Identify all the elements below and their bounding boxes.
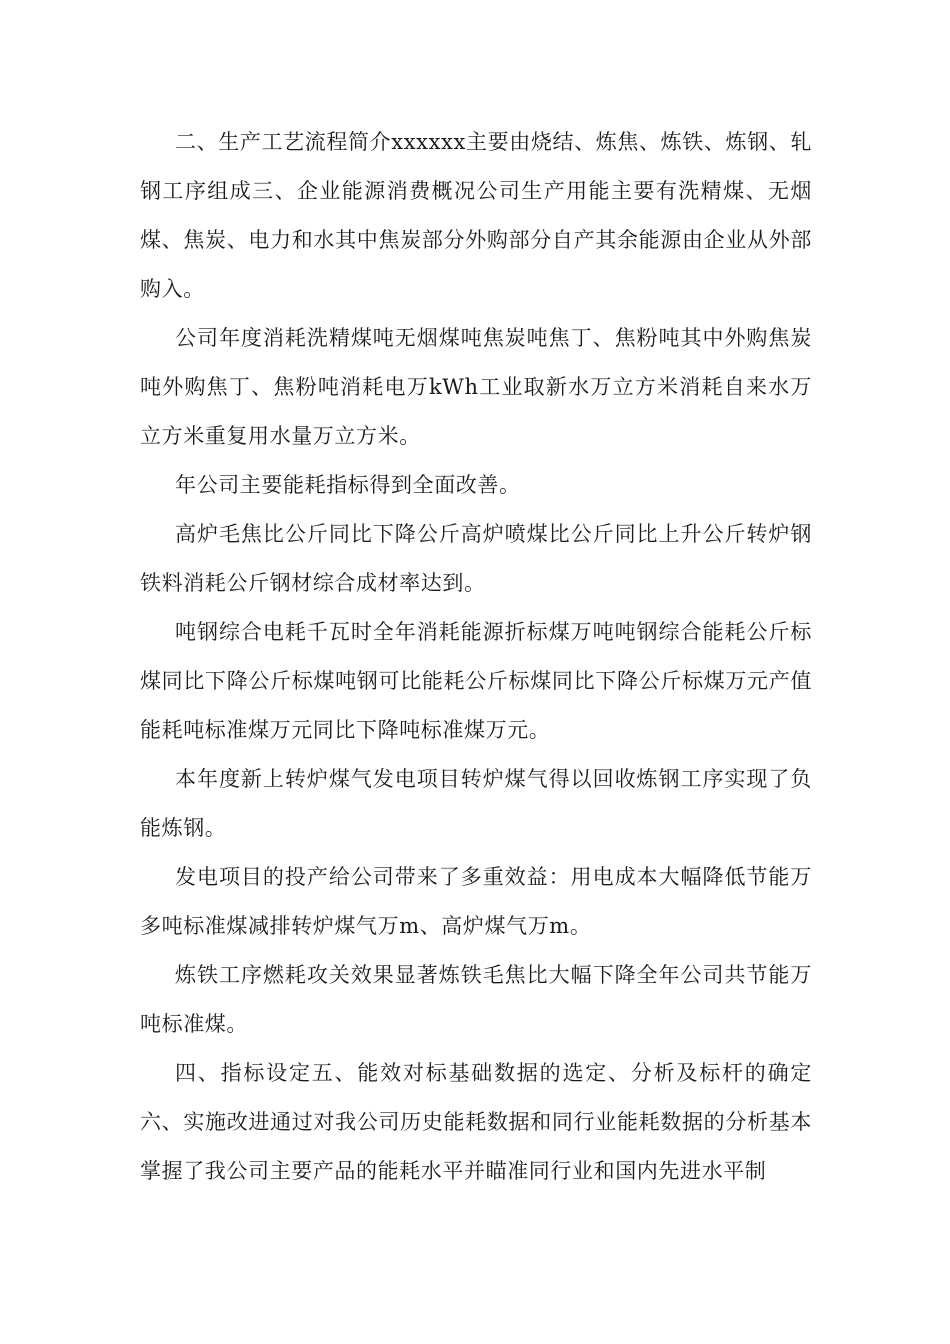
paragraph-ironmaking: 炼铁工序燃耗攻关效果显著炼铁毛焦比大幅下降全年公司共节能万吨标准煤。 (140, 963, 812, 1036)
paragraph-gas-power-project: 本年度新上转炉煤气发电项目转炉煤气得以回收炼钢工序实现了负能炼钢。 (140, 767, 812, 840)
document-body (140, 118, 812, 1196)
paragraph-blast-furnace: 高炉毛焦比公斤同比下降公斤高炉喷煤比公斤同比上升公斤转炉钢铁料消耗公斤钢材综合成材率达到。 (140, 522, 812, 595)
paragraph-indicators: 四、指标设定五、能效对标基础数据的选定、分析及标杆的确定六、实施改进通过对我公司历史能耗数据和同行业能耗数据的分析基本掌握了我公司主要产品的能耗水平并瞄准同行业和国内先进水平制 (140, 1061, 812, 1183)
paragraph-energy-per-ton: 吨钢综合电耗千瓦时全年消耗能源折标煤万吨吨钢综合能耗公斤标煤同比下降公斤标煤吨钢可比能耗公斤标煤同比下降公斤标煤万元产值能耗吨标准煤万元同比下降吨标准煤万元。 (140, 620, 812, 742)
paragraph-annual-consumption: 公司年度消耗洗精煤吨无烟煤吨焦炭吨焦丁、焦粉吨其中外购焦炭吨外购焦丁、焦粉吨消耗电万kWh工业取新水万立方米消耗自来水万立方米重复用水量万立方米。 (140, 326, 812, 448)
paragraph-improvement: 年公司主要能耗指标得到全面改善。 (175, 473, 521, 497)
paragraph-process-overview: 二、生产工艺流程简介xxxxxx主要由烧结、炼焦、炼铁、炼钢、轧钢工序组成三、企业能源消费概况公司生产用能主要有洗精煤、无烟煤、焦炭、电力和水其中焦炭部分外购部分自产其余能源由企业从外部购入。 (140, 130, 812, 301)
paragraph-project-benefits: 发电项目的投产给公司带来了多重效益：用电成本大幅降低节能万多吨标准煤减排转炉煤气万m、高炉煤气万m。 (140, 865, 812, 938)
